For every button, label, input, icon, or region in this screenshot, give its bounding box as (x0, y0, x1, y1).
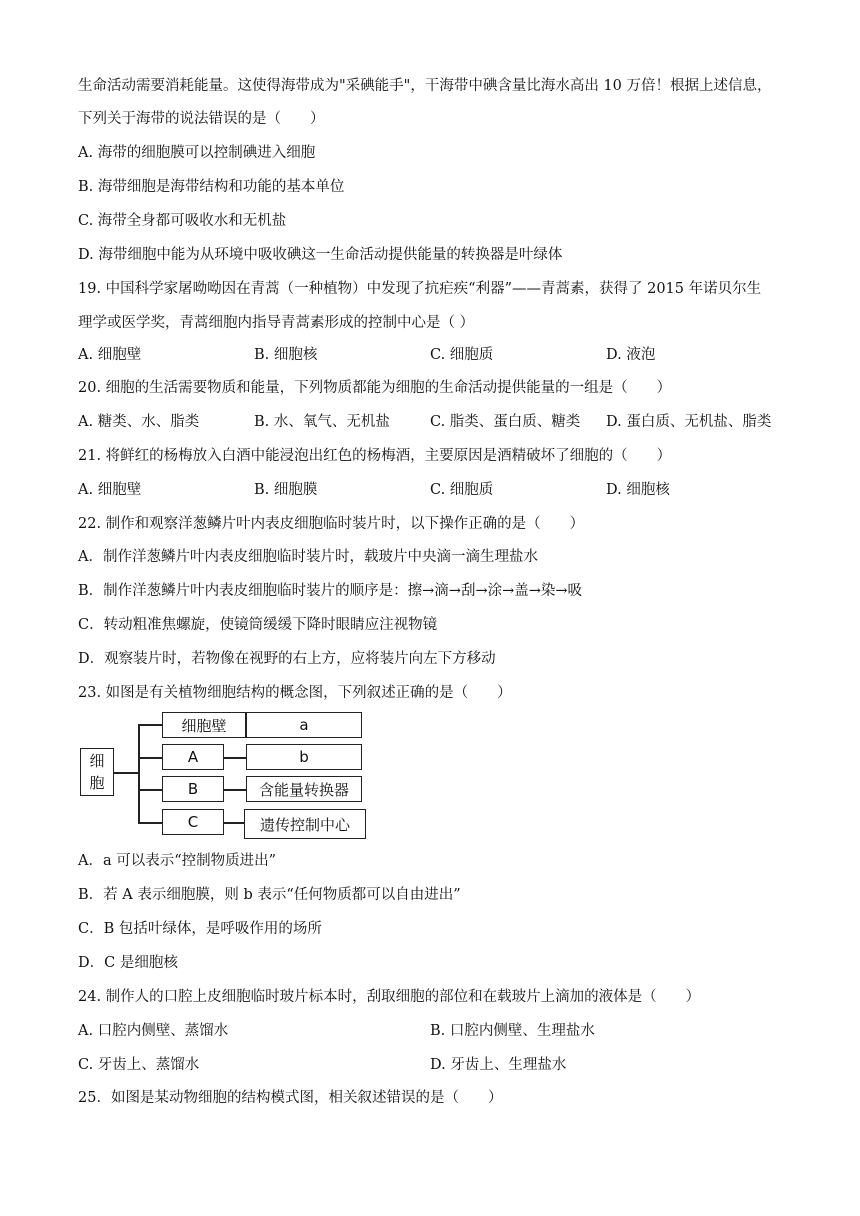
option-a: A. 糖类、水、脂类 (78, 414, 200, 430)
option-line: C. 海带全身都可吸收水和无机盐 (78, 213, 287, 229)
question-19: 19. 中国科学家屠呦呦因在青蒿（一种植物）中发现了抗疟疾“利器”——青蒿素，获得了 2015 年诺贝尔生 (78, 281, 762, 297)
node-b: B (162, 776, 224, 802)
option-c: C．B 包括叶绿体，是呼吸作用的场所 (78, 921, 322, 937)
option-line: B. 海带细胞是海带结构和功能的基本单位 (78, 179, 345, 195)
node-c: C (162, 809, 224, 835)
cell-concept-diagram (80, 712, 380, 842)
option-a: A. 细胞壁 (78, 347, 142, 363)
option-d: D. 细胞核 (606, 482, 670, 498)
node-b-desc: b (246, 744, 362, 770)
root-char: 细 (89, 752, 105, 770)
question-19-cont: 理学或医学奖，青蒿细胞内指导青蒿素形成的控制中心是（ ） (78, 315, 475, 331)
node-a-desc: a (246, 712, 362, 738)
question-20: 20. 细胞的生活需要物质和能量，下列物质都能为细胞的生命活动提供能量的一组是（ ） (78, 380, 672, 396)
option-c: C. 细胞质 (430, 482, 494, 498)
connector-line (138, 789, 162, 791)
option-b: B. 水、氧气、无机盐 (254, 414, 390, 430)
option-b: B. 口腔内侧壁、生理盐水 (430, 1023, 595, 1039)
question-23: 23. 如图是有关植物细胞结构的概念图，下列叙述正确的是（ ） (78, 685, 512, 701)
node-a: A (162, 744, 224, 770)
option-c: C. 细胞质 (430, 347, 494, 363)
option-b: B．若 A 表示细胞膜，则 b 表示“任何物质都可以自由进出” (78, 887, 461, 903)
connector-line (224, 757, 246, 759)
question-25: 25．如图是某动物细胞的结构模式图，相关叙述错误的是（ ） (78, 1090, 503, 1106)
connector-line (138, 757, 162, 759)
option-d: D. 牙齿上、生理盐水 (430, 1057, 567, 1073)
node-energy-converter: 含能量转换器 (246, 776, 362, 802)
option-d: D. 蛋白质、无机盐、脂类 (606, 414, 772, 430)
option-b: B. 细胞核 (254, 347, 318, 363)
option-line: A. 海带的细胞膜可以控制碘进入细胞 (78, 145, 316, 161)
connector-line (114, 772, 138, 774)
question-24: 24. 制作人的口腔上皮细胞临时玻片标本时，刮取细胞的部位和在载玻片上滴加的液体是（ ） (78, 989, 701, 1005)
option-d: D．C 是细胞核 (78, 955, 178, 971)
root-char: 胞 (89, 774, 105, 792)
connector-line (138, 822, 162, 824)
connector-line (224, 822, 244, 824)
node-genetic-control-center: 遗传控制中心 (244, 809, 366, 839)
question-22: 22. 制作和观察洋葱鳞片叶内表皮细胞临时装片时，以下操作正确的是（ ） (78, 516, 585, 532)
option-d: D．观察装片时，若物像在视野的右上方，应将装片向左下方移动 (78, 651, 496, 667)
option-line: D. 海带细胞中能为从环境中吸收碘这一生命活动提供能量的转换器是叶绿体 (78, 247, 563, 263)
option-a: A. 口腔内侧壁、蒸馏水 (78, 1023, 229, 1039)
node-cell-wall: 细胞壁 (162, 712, 246, 738)
option-d: D. 液泡 (606, 347, 656, 363)
option-a: A．a 可以表示“控制物质进出” (78, 853, 277, 869)
connector-line (224, 789, 246, 791)
option-c: C. 牙齿上、蒸馏水 (78, 1057, 200, 1073)
option-c: C．转动粗准焦螺旋，使镜筒缓缓下降时眼睛应注视物镜 (78, 617, 438, 633)
root-node-cell (80, 748, 114, 796)
option-a: A．制作洋葱鳞片叶内表皮细胞临时装片时，载玻片中央滴一滴生理盐水 (78, 549, 538, 565)
option-b: B．制作洋葱鳞片叶内表皮细胞临时装片的顺序是：擦→滴→刮→涂→盖→染→吸 (78, 583, 583, 599)
option-a: A. 细胞壁 (78, 482, 142, 498)
question-21: 21. 将鲜红的杨梅放入白酒中能浸泡出红色的杨梅酒，主要原因是酒精破坏了细胞的（ ） (78, 448, 672, 464)
text-line: 下列关于海带的说法错误的是（ ） (78, 111, 325, 127)
option-c: C. 脂类、蛋白质、糖类 (430, 414, 581, 430)
option-b: B. 细胞膜 (254, 482, 318, 498)
connector-line (138, 724, 162, 726)
connector-line (138, 724, 140, 822)
text-line: 生命活动需要消耗能量。这使得海带成为"采碘能手"，干海带中碘含量比海水高出 10 万倍！根据上述信息， (78, 78, 772, 94)
